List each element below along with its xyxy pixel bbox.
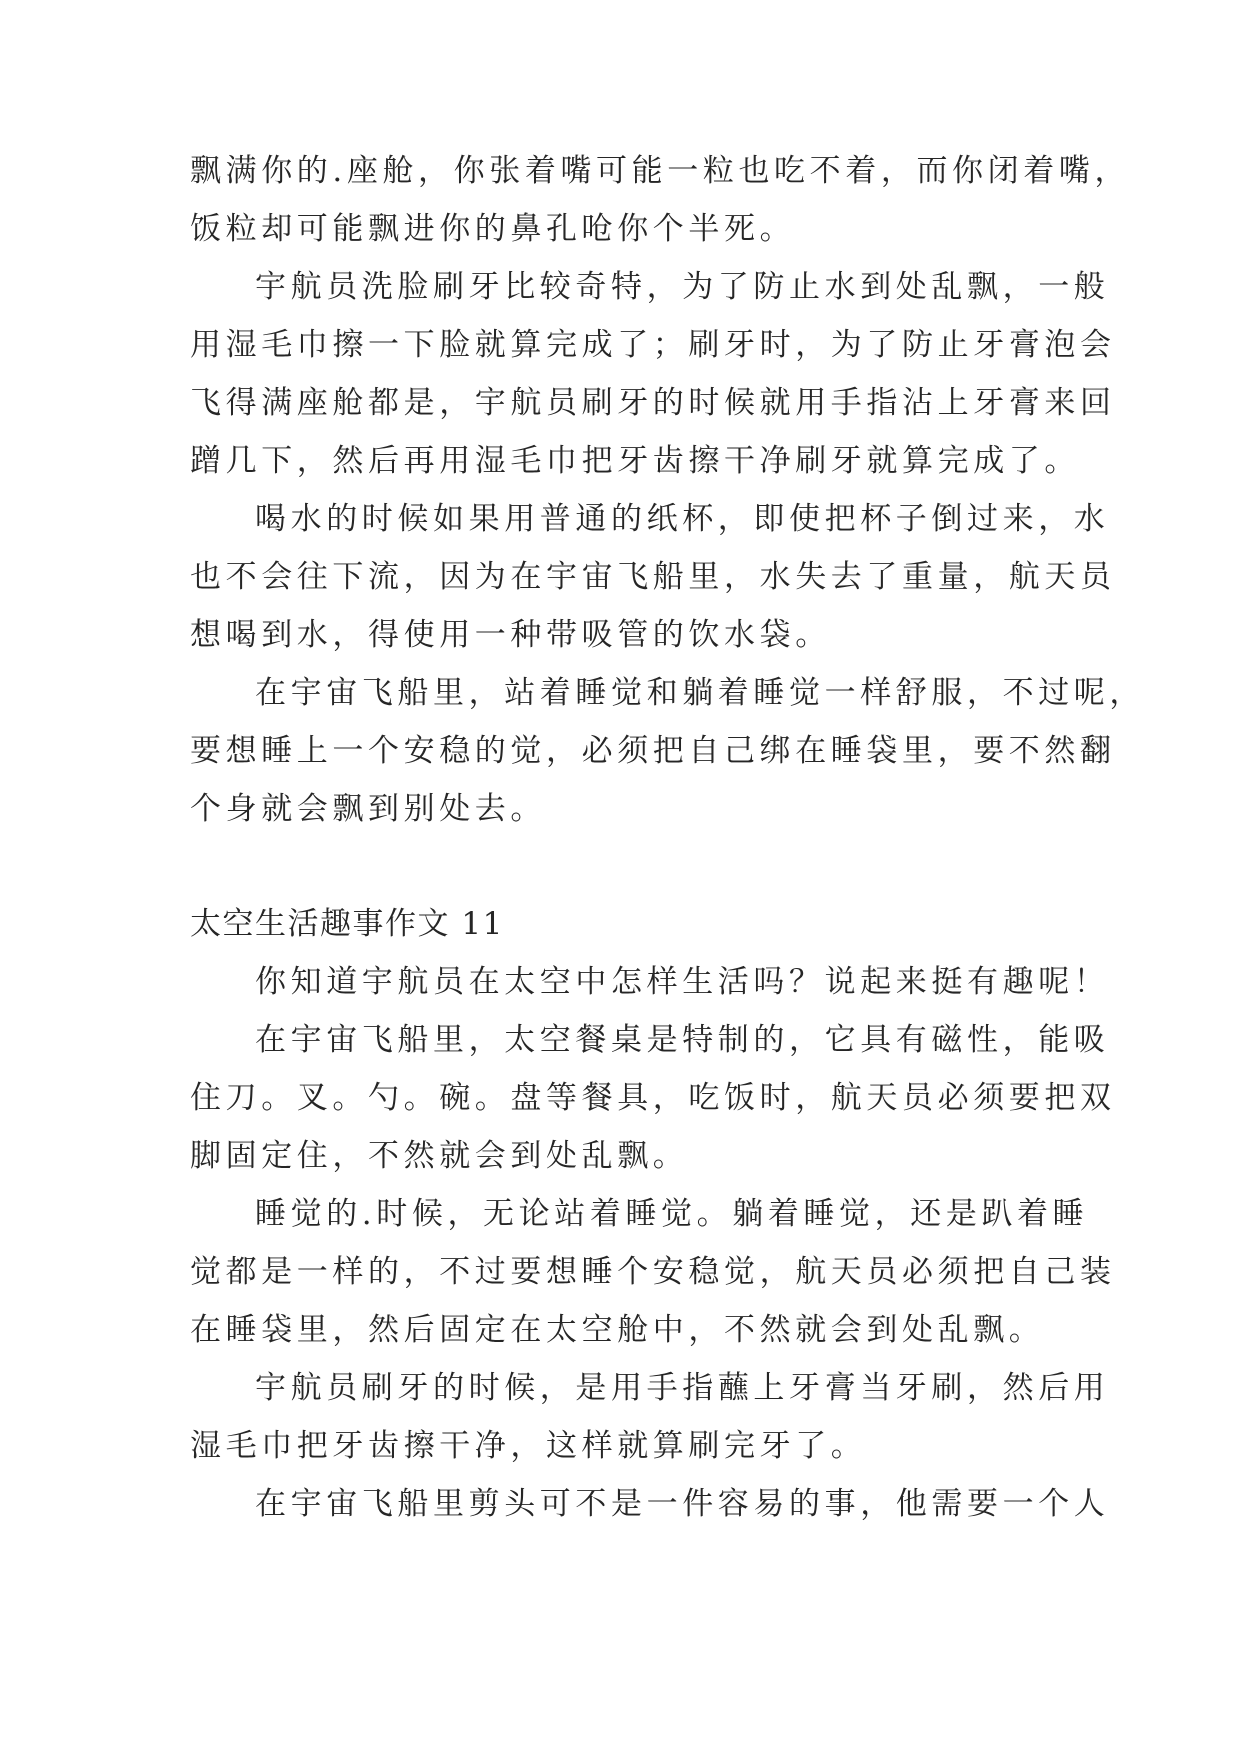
paragraph-first-line: 你知道宇航员在太空中怎样生活吗？说起来挺有趣呢！ [255, 964, 1110, 1000]
paragraph-first-line: 宇航员洗脸刷牙比较奇特，为了防止水到处乱飘，一般 [255, 269, 1110, 305]
text-line: 湿毛巾把牙齿擦干净，这样就算刷完牙了。 [190, 1428, 867, 1464]
text-line: 在睡袋里，然后固定在太空舱中，不然就会到处乱飘。 [190, 1312, 1045, 1348]
text-line: 想喝到水，得使用一种带吸管的饮水袋。 [190, 617, 831, 653]
text-line: 飘满你的.座舱，你张着嘴可能一粒也吃不着，而你闭着嘴， [190, 153, 1131, 189]
paragraph-first-line: 宇航员刷牙的时候，是用手指蘸上牙膏当牙刷，然后用 [255, 1370, 1110, 1406]
paragraph-first-line: 在宇宙飞船里，太空餐桌是特制的，它具有磁性，能吸 [255, 1022, 1110, 1058]
text-line: 个身就会飘到别处去。 [190, 791, 546, 827]
paragraph-first-line: 睡觉的.时候，无论站着睡觉。躺着睡觉，还是趴着睡 [255, 1196, 1089, 1232]
text-line: 蹭几下，然后再用湿毛巾把牙齿擦干净刷牙就算完成了。 [190, 443, 1080, 479]
text-line: 也不会往下流，因为在宇宙飞船里，水失去了重量，航天员 [190, 559, 1116, 595]
text-line: 脚固定住，不然就会到处乱飘。 [190, 1138, 689, 1174]
text-line: 饭粒却可能飘进你的鼻孔呛你个半死。 [190, 211, 796, 247]
paragraph-first-line: 喝水的时候如果用普通的纸杯，即使把杯子倒过来，水 [255, 501, 1110, 537]
paragraph-first-line: 在宇宙飞船里，站着睡觉和躺着睡觉一样舒服，不过呢， [255, 675, 1145, 711]
text-line: 要想睡上一个安稳的觉，必须把自己绑在睡袋里，要不然翻 [190, 733, 1116, 769]
text-line: 用湿毛巾擦一下脸就算完成了；刷牙时，为了防止牙膏泡会 [190, 327, 1116, 363]
text-line: 飞得满座舱都是，宇航员刷牙的时候就用手指沾上牙膏来回 [190, 385, 1116, 421]
section-heading: 太空生活趣事作文 11 [190, 906, 504, 942]
paragraph-first-line: 在宇宙飞船里剪头可不是一件容易的事，他需要一个人 [255, 1486, 1110, 1522]
text-line: 住刀。叉。勺。碗。盘等餐具，吃饭时，航天员必须要把双 [190, 1080, 1116, 1116]
text-line: 觉都是一样的，不过要想睡个安稳觉，航天员必须把自己装 [190, 1254, 1116, 1290]
